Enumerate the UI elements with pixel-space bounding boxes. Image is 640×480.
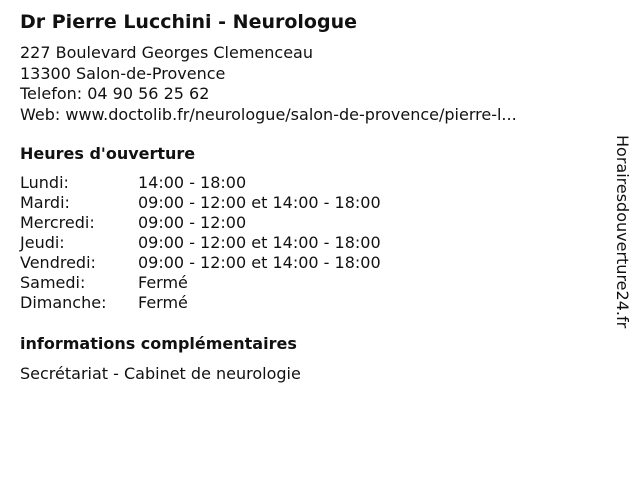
- site-watermark: [600, 135, 640, 375]
- day-label: Jeudi:: [20, 233, 65, 252]
- time-value: Fermé: [138, 273, 188, 292]
- contact-block: [20, 43, 517, 125]
- time-value: 09:00 - 12:00 et 14:00 - 18:00: [138, 253, 381, 272]
- day-label: Mercredi:: [20, 213, 95, 232]
- additional-info-text: Secrétariat - Cabinet de neurologie: [20, 364, 301, 383]
- address-street: 227 Boulevard Georges Clemenceau: [20, 43, 313, 62]
- page-title: Dr Pierre Lucchini - Neurologue: [20, 11, 357, 33]
- hours-row-sunday: [20, 293, 381, 313]
- day-label: Dimanche:: [20, 293, 107, 312]
- website-link[interactable]: Web: www.doctolib.fr/neurologue/salon-de-provence/pierre-l...: [20, 104, 517, 124]
- time-value: 09:00 - 12:00 et 14:00 - 18:00: [138, 233, 381, 252]
- additional-info-heading: informations complémentaires: [20, 334, 297, 353]
- phone-number[interactable]: Telefon: 04 90 56 25 62: [20, 84, 210, 103]
- hours-row-wednesday: [20, 213, 381, 233]
- opening-hours-table: [20, 173, 381, 313]
- hours-row-monday: [20, 173, 381, 193]
- hours-row-saturday: [20, 273, 381, 293]
- day-label: Vendredi:: [20, 253, 96, 272]
- hours-row-friday: [20, 253, 381, 273]
- watermark-text: Horairesdouverture24.fr: [613, 135, 632, 329]
- time-value: 14:00 - 18:00: [138, 173, 247, 192]
- time-value: 09:00 - 12:00: [138, 213, 247, 232]
- opening-hours-heading: Heures d'ouverture: [20, 144, 196, 163]
- day-label: Lundi:: [20, 173, 69, 192]
- day-label: Samedi:: [20, 273, 86, 292]
- hours-row-tuesday: [20, 193, 381, 213]
- day-label: Mardi:: [20, 193, 70, 212]
- address-city: 13300 Salon-de-Provence: [20, 63, 226, 83]
- time-value: Fermé: [138, 293, 188, 312]
- hours-row-thursday: [20, 233, 381, 253]
- time-value: 09:00 - 12:00 et 14:00 - 18:00: [138, 193, 381, 212]
